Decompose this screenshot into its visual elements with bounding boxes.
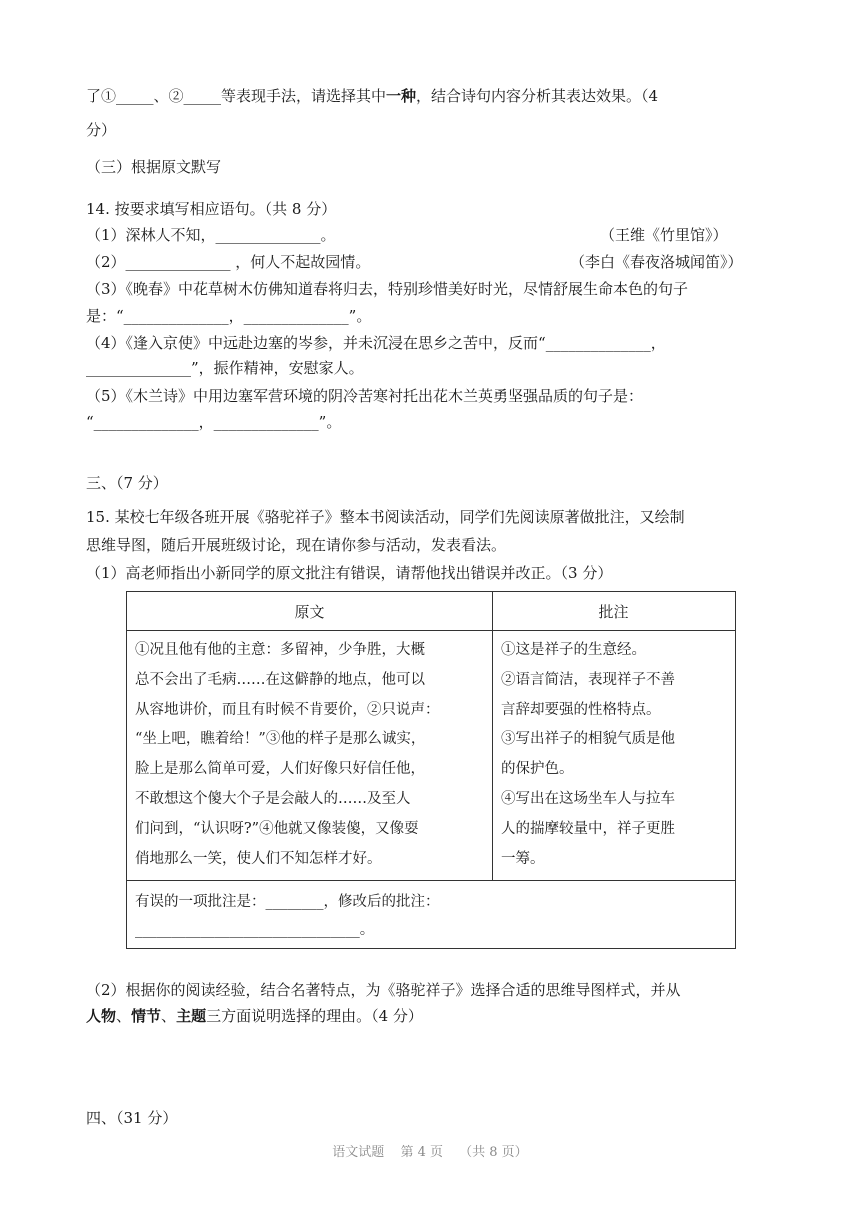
part-4-heading: 四、（31 分）: [86, 1109, 178, 1127]
page-footer: [0, 1141, 860, 1160]
answer-line: 有误的一项批注是：________，修改后的批注：: [135, 894, 440, 910]
annotation-line: 一筹。: [501, 850, 545, 867]
annotation-line: ③写出祥子的相貌气质是他: [501, 731, 675, 748]
q13-text-a: 了①_____、②_____等表现手法，请选择其中: [86, 87, 387, 105]
annotation-table: [126, 591, 736, 949]
annotation-line: 人的揣摩较量中，祥子更胜: [501, 820, 675, 837]
table-header-annotation: 批注: [492, 592, 735, 631]
annotation-line: 的保护色。: [501, 761, 574, 778]
q14-item1-source: （王维《竹里馆》）: [600, 226, 728, 244]
keyword-theme: 主题: [176, 1007, 207, 1025]
section-3-heading: （三）根据原文默写: [86, 158, 222, 176]
q13-emphasis: 一种: [386, 87, 417, 105]
separator: 、: [116, 1007, 132, 1025]
q14-title: 14. 按要求填写相应语句。（共 8 分）: [86, 200, 337, 218]
original-line: 总不会出了毛病……在这僻静的地点，他可以: [135, 671, 425, 688]
q13-line1: [86, 86, 658, 106]
part-3-heading: 三、（7 分）: [86, 474, 168, 492]
original-line: 不敢想这个傻大个子是会敲人的……及至人: [135, 790, 411, 807]
annotation-line: 言辞却要强的性格特点。: [501, 701, 661, 718]
separator: 、: [161, 1007, 177, 1025]
q14-item2: （2）______________ ，何人不起故园情。: [86, 253, 371, 271]
answer-line: _______________________________。: [135, 922, 375, 938]
q15-sub2-line2: [86, 1006, 423, 1026]
q13-line2: 分）: [86, 121, 117, 139]
q14-item5-line1: （5）《木兰诗》中用边塞军营环境的阴冷苦寒衬托出花木兰英勇坚强品质的句子是：: [86, 387, 644, 405]
q15-intro-line2: 思维导图，随后开展班级讨论，现在请你参与活动，发表看法。: [86, 536, 507, 554]
original-line: “坐上吧，瞧着给！”③他的样子是那么诚实，: [135, 731, 426, 748]
original-line: 俏地那么一笑，使人们不知怎样才好。: [135, 850, 382, 867]
table-original-text: [135, 636, 440, 874]
footer-page-number: 第 4 页: [400, 1145, 443, 1160]
keyword-plot: 情节: [131, 1007, 162, 1025]
original-line: 们问到，“认识呀?”④他就又像装傻，又像耍: [135, 820, 419, 837]
annotation-line: ②语言简洁，表现祥子不善: [501, 671, 675, 688]
table-row-divider: [127, 880, 735, 881]
q14-item3-line1: （3）《晚春》中花草树木仿佛知道春将归去，特别珍惜美好时光，尽情舒展生命本色的句子: [86, 280, 689, 298]
table-annotation-text: [501, 636, 675, 874]
table-column-divider: [492, 592, 493, 880]
q14-item4-line1: （4）《逢入京使》中远赴边塞的岑参，并未沉浸在思乡之苦中，反而“______________，: [86, 334, 666, 352]
original-line: 脸上是那么简单可爱，人们好像只好信任他，: [135, 761, 425, 778]
q15-sub2-tail: 三方面说明选择的理由。（4 分）: [206, 1007, 423, 1025]
table-answer-area: [135, 888, 440, 944]
footer-subject: 语文试题: [332, 1145, 385, 1160]
q13-text-b: ，结合诗句内容分析其表达效果。（4: [416, 87, 659, 105]
q15-intro-line1: 15. 某校七年级各班开展《骆驼祥子》整本书阅读活动，同学们先阅读原著做批注，又绘制: [86, 508, 685, 526]
q15-sub1: （1）高老师指出小新同学的原文批注有错误，请帮他找出错误并改正。（3 分）: [86, 564, 613, 582]
q14-item4-line2: ______________”，振作精神，安慰家人。: [86, 359, 364, 377]
q14-item5-line2: “______________，______________”。: [86, 413, 342, 431]
table-header-original: 原文: [127, 592, 492, 631]
footer-total-pages: （共 8 页）: [459, 1145, 528, 1160]
original-line: 从容地讲价，而且有时候不肯要价，②只说声：: [135, 701, 440, 718]
q14-item1: （1）深林人不知，______________。: [86, 226, 336, 244]
annotation-line: ①这是祥子的生意经。: [501, 642, 646, 658]
keyword-character: 人物: [86, 1007, 117, 1025]
original-line: ①况且他有他的主意：多留神，少争胜，大概: [135, 642, 425, 658]
q14-item2-source: （李白《春夜洛城闻笛》）: [570, 253, 743, 271]
q14-item3-line2: 是：“______________，______________”。: [86, 307, 372, 325]
annotation-line: ④写出在这场坐车人与拉车: [501, 790, 675, 807]
q15-sub2-line1: （2）根据你的阅读经验，结合名著特点，为《骆驼祥子》选择合适的思维导图样式，并从: [86, 981, 681, 999]
